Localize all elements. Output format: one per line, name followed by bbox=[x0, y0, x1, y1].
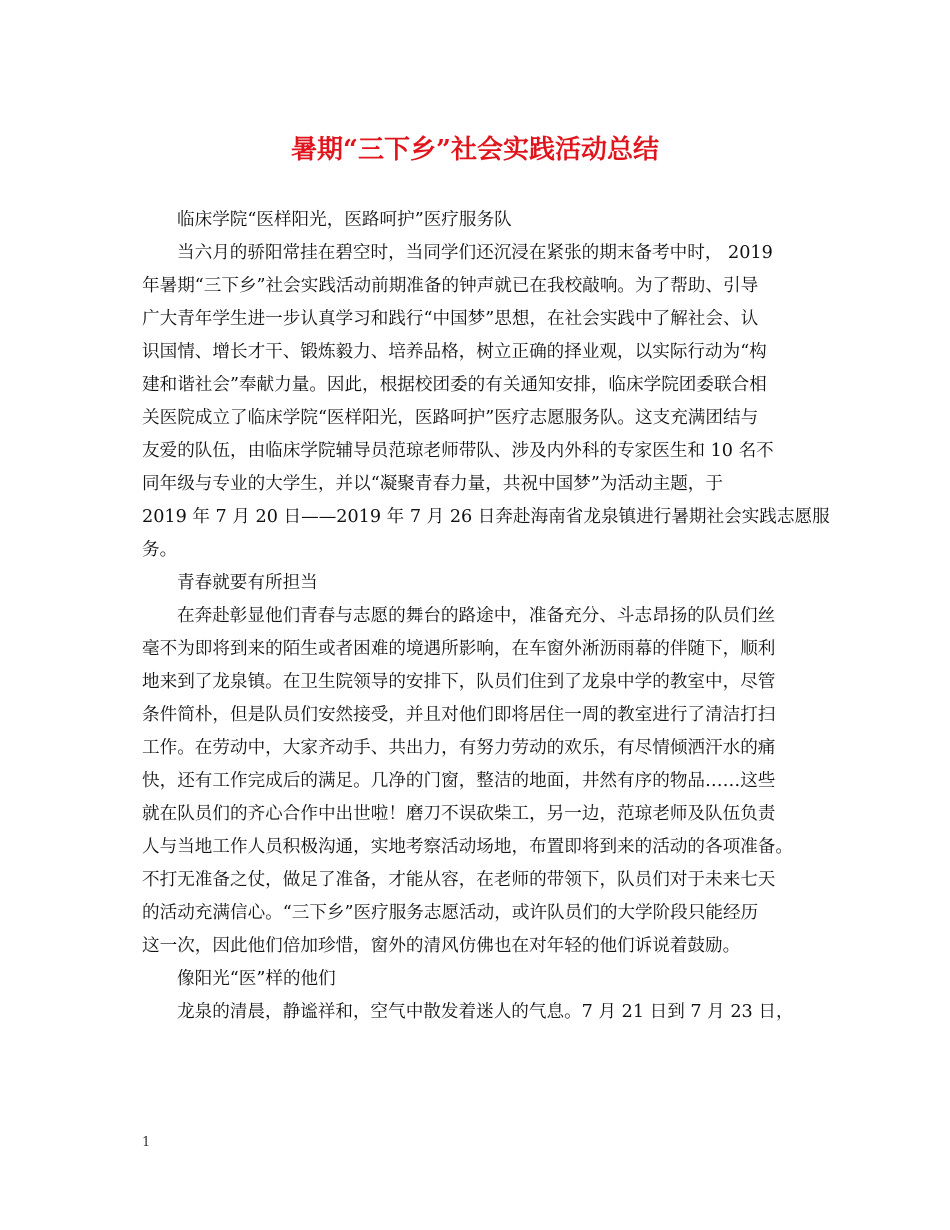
text-line: 同年级与专业的大学生，并以“凝聚青春力量，共祝中国梦”为活动主题，于 bbox=[142, 474, 723, 494]
text-line: 地来到了龙泉镇。在卫生院领导的安排下，队员们住到了龙泉中学的教室中，尽管 bbox=[142, 672, 776, 692]
text-line: 工作。在劳动中，大家齐动手、共出力，有努力劳动的欢乐，有尽情倾洒汗水的痛 bbox=[142, 738, 776, 758]
text-line: 在奔赴彰显他们青春与志愿的舞台的路途中，准备充分、斗志昂扬的队员们丝 bbox=[177, 606, 776, 626]
text-line: 这一次，因此他们倍加珍惜，窗外的清风仿佛也在对年轻的他们诉说着鼓励。 bbox=[142, 936, 741, 956]
text-line: 像阳光“医”样的他们 bbox=[177, 969, 336, 989]
text-line: 2019 年 7 月 20 日——2019 年 7 月 26 日奔赴海南省龙泉镇进行暑期社会实践志愿服 bbox=[142, 507, 830, 527]
text-line: 龙泉的清晨，静谧祥和，空气中散发着迷人的气息。7 月 21 日到 7 月 23 日， bbox=[177, 1002, 794, 1022]
text-line: 关医院成立了临床学院“医样阳光，医路呵护”医疗志愿服务队。这支充满团结与 bbox=[142, 408, 759, 428]
document-title: 暑期“三下乡”社会实践活动总结 bbox=[291, 135, 659, 165]
text-line: 年暑期“三下乡”社会实践活动前期准备的钟声就已在我校敲响。为了帮助、引导 bbox=[142, 276, 759, 296]
text-line: 务。 bbox=[142, 540, 178, 560]
text-line: 就在队员们的齐心合作中出世啦！磨刀不误砍柴工，另一边，范琼老师及队伍负责 bbox=[142, 804, 776, 824]
text-line: 识国情、增长才干、锻炼毅力、培养品格，树立正确的择业观，以实际行动为“构 bbox=[142, 342, 767, 362]
text-line: 快，还有工作完成后的满足。几净的门窗，整洁的地面，井然有序的物品……这些 bbox=[142, 771, 776, 791]
text-line: 临床学院“医样阳光，医路呵护”医疗服务队 bbox=[177, 210, 512, 230]
document-body bbox=[142, 204, 830, 1029]
text-line: 条件简朴，但是队员们安然接受，并且对他们即将居住一周的教室进行了清洁打扫 bbox=[142, 705, 776, 725]
page-number: 1 bbox=[142, 1135, 151, 1150]
text-line: 友爱的队伍，由临床学院辅导员范琼老师带队、涉及内外科的专家医生和 10 名不 bbox=[142, 441, 774, 461]
text-line: 建和谐社会”奉献力量。因此，根据校团委的有关通知安排，临床学院团委联合相 bbox=[142, 375, 767, 395]
text-line: 毫不为即将到来的陌生或者困难的境遇所影响，在车窗外淅沥雨幕的伴随下，顺利 bbox=[142, 639, 776, 659]
text-line: 当六月的骄阳常挂在碧空时，当同学们还沉浸在紧张的期末备考中时， 2019 bbox=[177, 243, 773, 263]
text-line: 广大青年学生进一步认真学习和践行“中国梦”思想，在社会实践中了解社会、认 bbox=[142, 309, 759, 329]
text-line: 的活动充满信心。“三下乡”医疗服务志愿活动，或许队员们的大学阶段只能经历 bbox=[142, 903, 759, 923]
text-line: 人与当地工作人员积极沟通，实地考察活动场地，布置即将到来的活动的各项准备。 bbox=[142, 837, 793, 857]
text-line: 青春就要有所担当 bbox=[177, 573, 318, 593]
text-line: 不打无准备之仗，做足了准备，才能从容，在老师的带领下，队员们对于未来七天 bbox=[142, 870, 776, 890]
